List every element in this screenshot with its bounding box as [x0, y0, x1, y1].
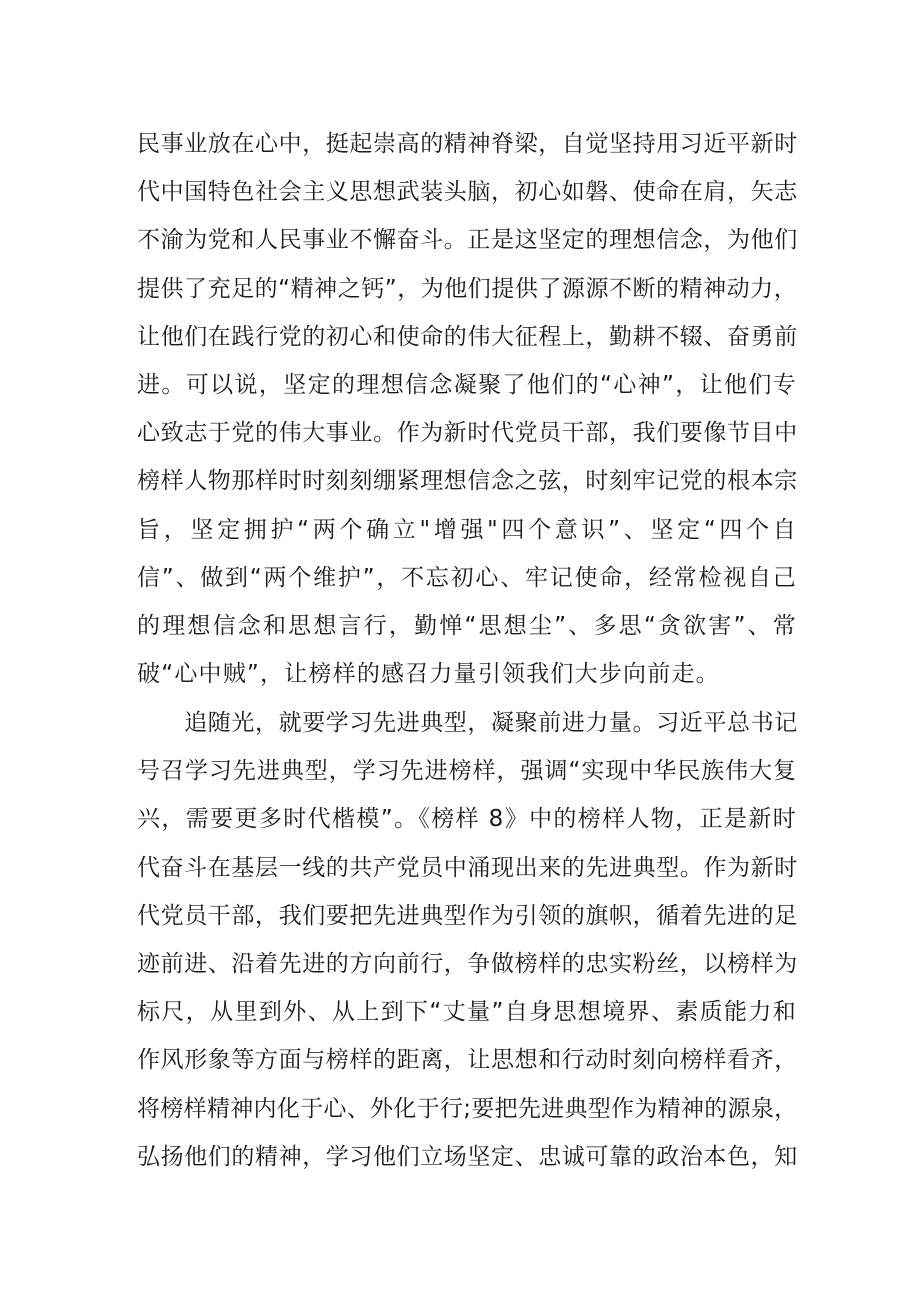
- text-line: 标尺，从里到外、从上到下“丈量”自身思想境界、素质能力和: [137, 999, 797, 1026]
- text-line: 信”、做到“两个维护”，不忘初心、牢记使命，经常检视自己: [137, 564, 797, 591]
- text-line: 旨，坚定拥护“两个确立"增强"四个意识”、坚定“四个自: [137, 516, 797, 543]
- text-line: 提供了充足的“精神之钙”，为他们提供了源源不断的精神动力，: [137, 275, 797, 302]
- text-line: 民事业放在心中，挺起崇高的精神脊梁，自觉坚持用习近平新时: [137, 131, 798, 157]
- text-line: 不渝为党和人民事业不懈奋斗。正是这坚定的理想信念，为他们: [137, 227, 798, 254]
- text-line: 迹前进、沿着先进的方向前行，争做榜样的忠实粉丝，以榜样为: [137, 950, 798, 977]
- text-line: 追随光，就要学习先进典型，凝聚前进力量。习近平总书记: [137, 710, 798, 736]
- text-line: 代党员干部，我们要把先进典型作为引领的旗帜，循着先进的足: [137, 902, 798, 929]
- paragraph-follow-light: [137, 699, 797, 1181]
- text-line: 榜样人物那样时时刻刻绷紧理想信念之弦，时刻牢记党的根本宗: [137, 468, 798, 495]
- text-line: 代中国特色社会主义思想武装头脑，初心如磐、使命在肩，矢志: [137, 179, 798, 206]
- paragraph-ideals: [137, 120, 797, 698]
- text-line: 兴，需要更多时代楷模”。《榜样 8》中的榜样人物，正是新时: [137, 806, 797, 833]
- text-line: 弘扬他们的精神，学习他们立场坚定、忠诚可靠的政治本色，知: [137, 1143, 798, 1170]
- text-line: 将榜样精神内化于心、外化于行;要把先进典型作为精神的源泉，: [137, 1095, 798, 1122]
- text-line: 代奋斗在基层一线的共产党员中涌现出来的先进典型。作为新时: [137, 854, 798, 881]
- text-line: 作风形象等方面与榜样的距离，让思想和行动时刻向榜样看齐，: [137, 1047, 798, 1074]
- text-line: 进。可以说，坚定的理想信念凝聚了他们的“心神”，让他们专: [137, 371, 797, 398]
- text-line: 心致志于党的伟大事业。作为新时代党员干部，我们要像节目中: [137, 420, 798, 447]
- text-line: 的理想信念和思想言行，勤惮“思想尘”、多思“贪欲害”、常: [137, 612, 797, 639]
- text-line: 号召学习先进典型，学习先进榜样，强调“实现中华民族伟大复: [137, 758, 797, 785]
- text-line: 让他们在践行党的初心和使命的伟大征程上，勤耕不辍、奋勇前: [137, 323, 798, 350]
- text-line: 破“心中贼”，让榜样的感召力量引领我们大步向前走。: [137, 661, 720, 688]
